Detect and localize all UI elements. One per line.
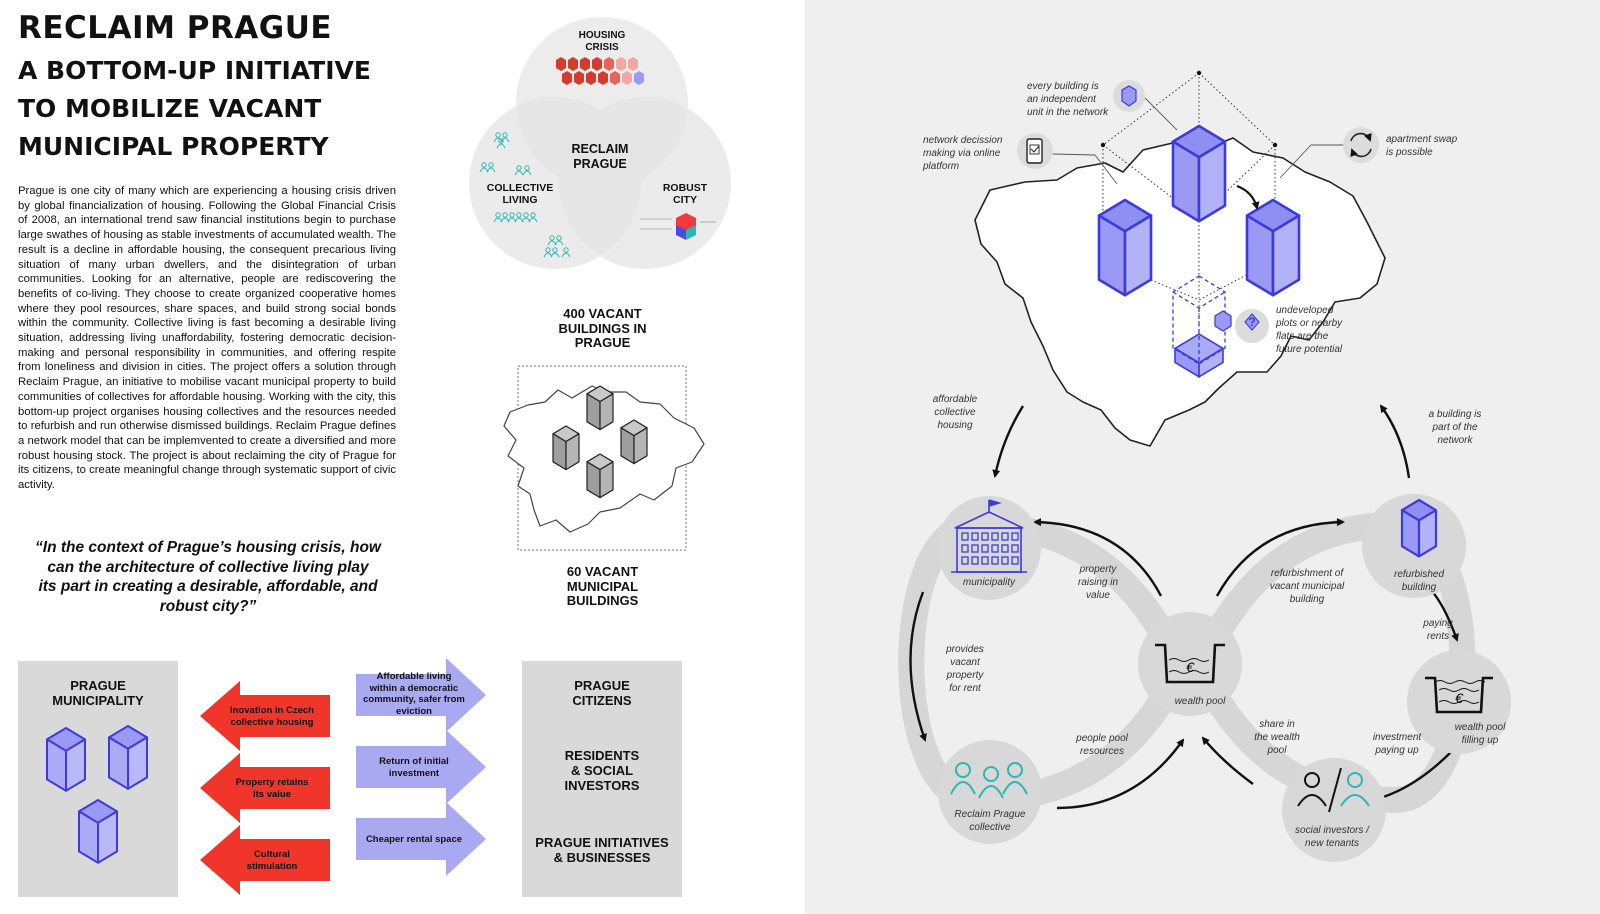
svg-text:vacant municipal: vacant municipal (1269, 581, 1345, 592)
investors-label: RESIDENTS & SOCIAL INVESTORS (564, 748, 640, 793)
svg-text:is possible: is possible (1386, 147, 1433, 158)
svg-text:Reclaim Prague: Reclaim Prague (954, 809, 1026, 820)
svg-text:municipality: municipality (962, 577, 1016, 588)
svg-text:undeveloped: undeveloped (1276, 305, 1334, 316)
arrow-affordable-housing (995, 406, 1023, 476)
vacant-municipal-label: 60 VACANT MUNICIPAL BUILDINGS (566, 564, 639, 608)
svg-text:collective: collective (969, 822, 1011, 833)
quote-line: “In the context of Prague’s housing crisis, how (35, 539, 381, 556)
note-affordable-housing (933, 394, 978, 431)
svg-text:property: property (1079, 564, 1117, 575)
red-arrow-text-culture: Cultural stimulation (246, 849, 298, 872)
note-decision-platform (922, 135, 1003, 172)
label-municipality (963, 577, 1016, 588)
network-cube (1173, 126, 1225, 221)
svg-text:pool: pool (1267, 745, 1287, 756)
svg-text:refurbishment of: refurbishment of (1270, 568, 1344, 579)
intro-paragraph: Prague is one city of many which are experiencing a housing crisis driven by global financialization of housing. Following the Global Financial Crisis of 2008, an international trend saw financial institutions begin to purchase large swathes of housing as stable investments of accumulated wealth. The result is a decline in affordable housing, the consequent precarious living situation of many urban dwellers, and the disintegration of urban communities. Looking for an alternative, people are rediscovering the benefits of co-living. They choose to create organized cooperative homes where they pool resources, share spaces, and build strong social bonds within the community. Collective living is fast becoming a desirable living situation, addressing living unaffordability, fostering democratic decision-making and personal responsibility in communities, and offering respite from loneliness and division in cities. The project offers a solution through Reclaim Prague, an initiative to mobilise vacant municipal property to build communities of collectives for affordable housing. Working with the city, this bottom-up project organises housing collectives and the resources needed to refurbish and run otherwise dismissed buildings. Reclaim Prague defines a network model that can be implemvented to create a diversified and more robust housing stock. The project is about reclaiming the city of Prague for its citizens, to create meaningful change through systematic support of civic activity. (18, 185, 396, 492)
right-panel (805, 0, 1600, 914)
label-wealth-pool (1175, 696, 1226, 707)
svg-text:platform: platform (923, 161, 960, 172)
blue-arrow-text-rent: Cheaper rental space (365, 834, 463, 845)
blue-arrow-text-return: Return of initial investment (379, 756, 449, 779)
label-provides-vacant (945, 644, 984, 694)
arrow-part-of-network (1381, 406, 1409, 478)
businesses-label: PRAGUE INITIATIVES & BUSINESSES (535, 835, 669, 865)
main-title: RECLAIM PRAGUE (18, 10, 333, 46)
svg-text:raising in: raising in (1077, 577, 1119, 588)
svg-text:wealth pool: wealth pool (1174, 696, 1226, 707)
subtitle-line: TO MOBILIZE VACANT (18, 94, 322, 123)
svg-text:affordable: affordable (932, 394, 978, 405)
svg-text:social investors /: social investors / (1295, 825, 1369, 836)
euro-sign: € (1186, 659, 1194, 675)
svg-text:people pool: people pool (1076, 733, 1128, 744)
municipality-cube (79, 800, 117, 863)
svg-text:a building is: a building is (1428, 409, 1482, 420)
swap-info-circle (1343, 127, 1379, 163)
svg-text:apartment swap: apartment swap (1386, 134, 1458, 145)
svg-text:provides: provides (946, 644, 984, 655)
svg-text:building: building (1289, 594, 1325, 605)
svg-text:vacant: vacant (950, 657, 980, 668)
svg-text:investment: investment (1372, 732, 1422, 743)
note-part-of-network (1429, 409, 1482, 446)
svg-text:an independent: an independent (1027, 94, 1096, 105)
svg-text:making via online: making via online (923, 148, 1001, 159)
svg-text:paying up: paying up (1375, 745, 1419, 756)
svg-text:part of the: part of the (1432, 422, 1478, 433)
svg-text:building: building (1401, 582, 1437, 593)
svg-text:resources: resources (1080, 746, 1124, 757)
venn-label-robust: ROBUST CITY (662, 182, 708, 206)
svg-text:every building is: every building is (1027, 81, 1099, 92)
svg-text:refurbished: refurbished (1393, 569, 1445, 580)
svg-text:network: network (1437, 435, 1473, 446)
svg-text:the wealth: the wealth (1254, 732, 1300, 743)
label-property-raising (1078, 564, 1118, 601)
svg-text:collective: collective (934, 407, 976, 418)
network-cycle-diagram (805, 0, 1600, 914)
svg-text:unit in the network: unit in the network (1027, 107, 1109, 118)
svg-text:housing: housing (937, 420, 973, 431)
svg-text:rents: rents (1426, 631, 1450, 642)
svg-text:?: ? (1248, 315, 1256, 329)
svg-text:value: value (1086, 590, 1110, 601)
svg-text:network decission: network decission (923, 135, 1003, 146)
network-cube (1099, 200, 1151, 295)
red-arrow-text-value: Property retains its value (235, 777, 309, 800)
label-refurbishment (1270, 568, 1345, 605)
refurbished-cube (1402, 500, 1436, 556)
svg-text:for rent: for rent (949, 683, 981, 694)
quote-line: robust city?” (159, 597, 257, 615)
euro-sign: € (1455, 690, 1463, 706)
svg-text:property: property (946, 670, 984, 681)
svg-text:wealth pool: wealth pool (1454, 722, 1506, 733)
small-building-icon (1122, 86, 1136, 106)
blue-arrow-text-affordable: Affordable living within a democratic community, safer from eviction (363, 671, 465, 717)
municipality-box-label: PRAGUE MUNICIPALITY (52, 678, 144, 708)
municipality-cubes (47, 726, 147, 863)
svg-text:plots or nearby: plots or nearby (1276, 318, 1343, 329)
svg-text:flats are the: flats are the (1276, 331, 1329, 342)
svg-text:filling up: filling up (1461, 735, 1499, 746)
note-independent-unit (1027, 81, 1109, 118)
refurbished-cube-icon (1402, 500, 1436, 556)
network-cube (1247, 200, 1299, 295)
quote-line: its part in creating a desirable, affordable, and (38, 578, 378, 595)
vacant-buildings-label: 400 VACANT BUILDINGS IN PRAGUE (558, 306, 647, 350)
svg-text:share in: share in (1259, 719, 1295, 730)
subtitle-line: A BOTTOM-UP INITIATIVE (18, 56, 371, 85)
venn-label-center: RECLAIM PRAGUE (571, 142, 629, 171)
svg-text:future potential: future potential (1276, 344, 1343, 355)
svg-text:paying: paying (1423, 618, 1453, 629)
subtitle-line: MUNICIPAL PROPERTY (18, 132, 329, 161)
citizens-label: PRAGUE CITIZENS (572, 678, 632, 708)
note-apartment-swap (1386, 134, 1458, 158)
municipality-cube (47, 728, 85, 791)
label-investment-up (1373, 732, 1423, 756)
venn-label-housing: HOUSING CRISIS (578, 30, 626, 53)
municipality-cube (109, 726, 147, 789)
quote-line: can the architecture of collective living play (47, 558, 369, 576)
red-arrow-text-innovation: Inovation in Czech collective housing (230, 705, 314, 728)
svg-text:new tenants: new tenants (1305, 838, 1359, 849)
venn-label-collective: COLLECTIVE LIVING (486, 182, 554, 206)
